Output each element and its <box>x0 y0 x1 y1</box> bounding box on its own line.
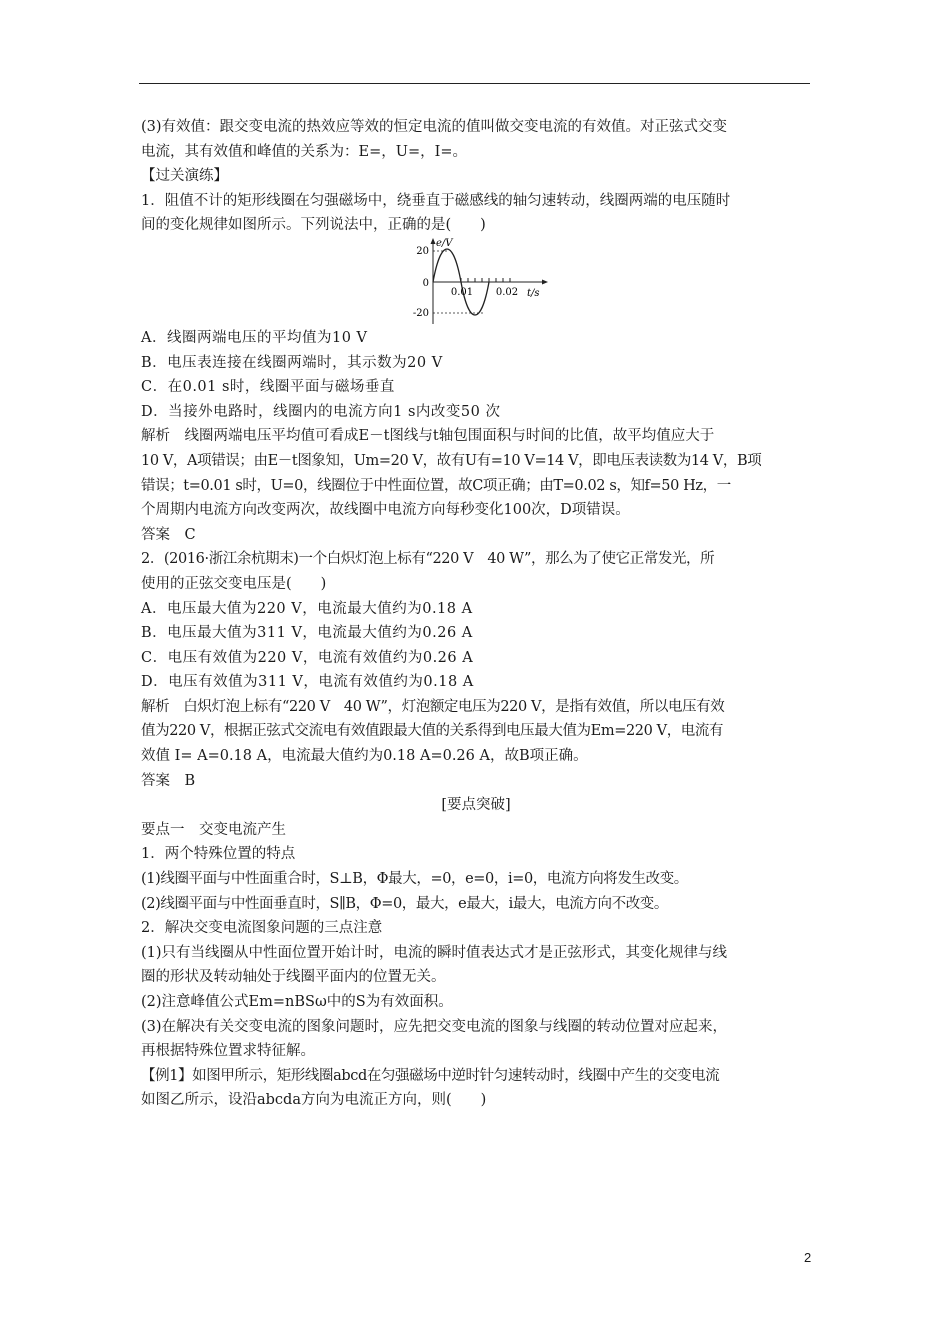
text-line: 效值 I= A=0.18 A，电流最大值约为0.18 A=0.26 A，故B项正确。 <box>141 748 588 765</box>
text-line: A．电压最大值为220 V，电流最大值约为0.18 A <box>141 600 473 617</box>
text-line: 使用的正弦交变电压是( ) <box>141 575 327 592</box>
text-line: (3)在解决有关交变电流的图象问题时，应先把交变电流的图象与线圈的转动位置对应起来， <box>141 1018 728 1035</box>
x-tick-label: 0.02 <box>495 286 519 298</box>
text-line: (1)只有当线圈从中性面位置开始计时，电流的瞬时值表达式才是正弦形式，其变化规律与线 <box>141 944 728 961</box>
text-line: 间的变化规律如图所示。下列说法中，正确的是( ) <box>141 217 486 234</box>
text-line: 答案 B <box>141 772 196 789</box>
y-max-label: 20 <box>416 245 429 257</box>
origin-label: 0 <box>422 277 429 289</box>
text-line: D．当接外电路时，线圈内的电流方向1 s内改变50 次 <box>141 403 501 420</box>
text-line: 电流，其有效值和峰值的关系为：E=，U=，I=。 <box>141 143 467 160</box>
x-tick-label: 0.01 <box>450 286 474 298</box>
text-line: 10 V，A项错误；由E－t图象知，Um=20 V，故有U有=10 V=14 V，即电压表读数为14 V，B项 <box>141 452 762 469</box>
text-line: B．电压表连接在线圈两端时，其示数为20 V <box>141 354 443 371</box>
section-heading: [要点突破] <box>441 797 511 814</box>
x-axis-arrow <box>542 279 548 284</box>
header-rule <box>139 83 810 84</box>
y-axis-label: e/V <box>436 237 453 249</box>
text-line: (2)注意峰值公式Em=nBSω中的S为有效面积。 <box>141 994 453 1010</box>
text-line: 个周期内电流方向改变两次，故线圈中电流方向每秒变化100次，D项错误。 <box>141 502 630 519</box>
text-line: 圈的形状及转动轴处于线圈平面内的位置无关。 <box>141 969 446 986</box>
text-line: 要点一 交变电流产生 <box>141 821 286 838</box>
text-line: C．电压有效值为220 V，电流有效值约为0.26 A <box>141 649 474 666</box>
x-axis-label: t/s <box>527 287 540 299</box>
text-line: C．在0.01 s时，线圈平面与磁场垂直 <box>141 379 395 396</box>
text-line: 1．两个特殊位置的特点 <box>141 846 296 863</box>
text-line: 再根据特殊位置求特征解。 <box>141 1043 315 1060</box>
sine-wave-plot <box>405 236 555 328</box>
text-line: (2)线圈平面与中性面垂直时，S∥B，Φ=0，最大，e最大，i最大，电流方向不改变。 <box>141 895 669 912</box>
text-line: 如图乙所示，设沿abcda方向为电流正方向，则( ) <box>141 1092 487 1109</box>
y-min-label: -20 <box>412 307 429 319</box>
text-line: A．线圈两端电压的平均值为10 V <box>141 329 368 346</box>
text-line: B．电压最大值为311 V，电流最大值约为0.26 A <box>141 625 473 642</box>
text-line: 错误；t=0.01 s时，U=0，线圈位于中性面位置，故C项正确；由T=0.02 s，知f=50 Hz，一 <box>141 477 731 494</box>
text-line: D．电压有效值为311 V，电流有效值约为0.18 A <box>141 674 474 691</box>
text-line: 解析 白炽灯泡上标有“220 V 40 W”，灯泡额定电压为220 V，是指有效值，所以电压有效 <box>141 698 725 715</box>
text-line: 答案 C <box>141 526 196 543</box>
text-line: 【例1】如图甲所示，矩形线圈abcd在匀强磁场中逆时针匀速转动时，线圈中产生的交变电流 <box>141 1067 720 1084</box>
text-line: 值为220 V，根据正弦式交流电有效值跟最大值的关系得到电压最大值为Em=220 V，电流有 <box>141 723 724 740</box>
text-line: 2．解决交变电流图象问题的三点注意 <box>141 920 383 937</box>
text-line: (1)线圈平面与中性面重合时，S⊥B，Φ最大，=0，e=0，i=0，电流方向将发生改变。 <box>141 871 688 888</box>
text-line: 【过关演练】 <box>141 168 228 185</box>
text-line: 1．阻值不计的矩形线圈在匀强磁场中，绕垂直于磁感线的轴匀速转动，线圈两端的电压随时 <box>141 192 731 209</box>
text-line: (3)有效值：跟交变电流的热效应等效的恒定电流的值叫做交变电流的有效值。对正弦式交变 <box>141 119 728 135</box>
voltage-time-figure <box>141 237 811 322</box>
page-content <box>141 115 811 1113</box>
page-number: 2 <box>804 1250 812 1265</box>
text-line: 2．(2016·浙江余杭期末)一个白炽灯泡上标有“220 V 40 W”，那么为了使它正常发光，所 <box>141 551 715 568</box>
text-line: 解析 线圈两端电压平均值可看成E－t图线与t轴包围面积与时间的比值，故平均值应大于 <box>141 428 715 445</box>
y-axis-arrow <box>431 238 436 244</box>
